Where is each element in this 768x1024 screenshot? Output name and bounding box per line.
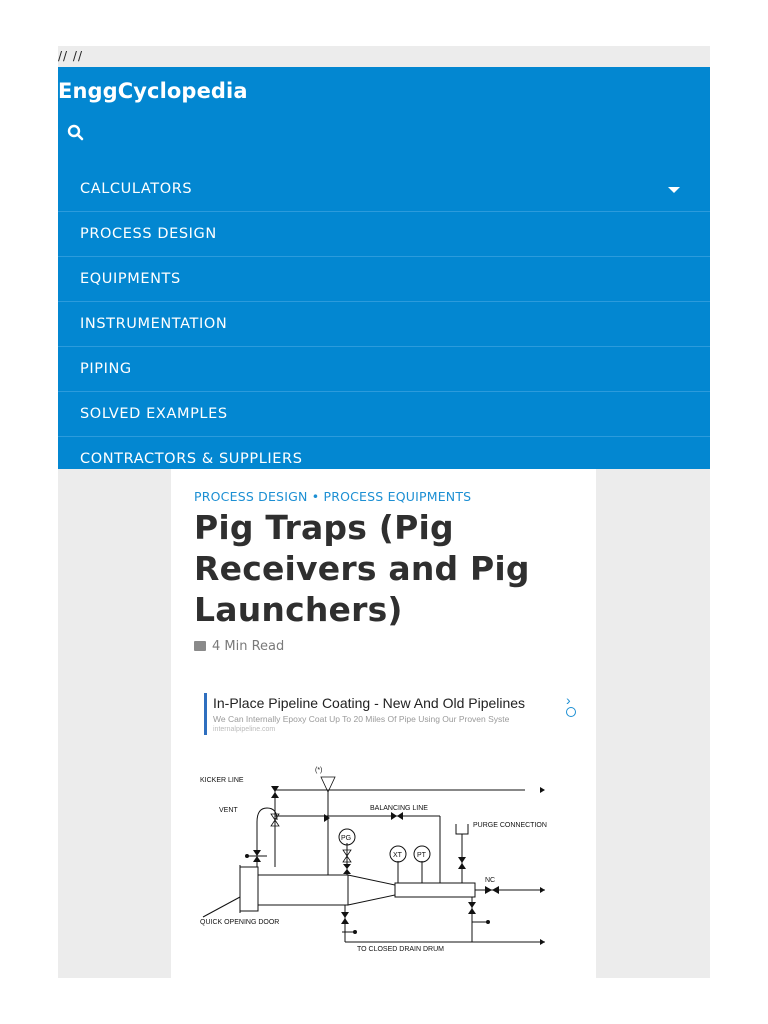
diagram-label-pg: PG [341, 835, 352, 842]
menu-item-label: CONTRACTORS & SUPPLIERS [80, 451, 303, 467]
menu-item-process-design[interactable] [58, 212, 710, 257]
site-brand[interactable]: EnggCyclopedia [58, 79, 248, 103]
article-title: Pig Traps (Pig Receivers and Pig Launchers) [194, 508, 530, 629]
dropdown-caret-icon[interactable] [668, 187, 680, 193]
article-categories [194, 489, 471, 504]
diagram-label-vent: VENT [219, 807, 238, 814]
menu-item-label: EQUIPMENTS [80, 271, 181, 287]
diagram-label-balancing: BALANCING LINE [370, 805, 428, 812]
category-separator: • [311, 489, 320, 504]
ad-info-icon[interactable] [566, 707, 576, 717]
ad-url: internalpipeline.com [213, 726, 276, 733]
diagram-label-nc: NC [485, 877, 496, 884]
ad-banner[interactable] [204, 693, 577, 735]
book-icon [194, 641, 206, 651]
category-link-process-design[interactable]: PROCESS DESIGN [194, 489, 308, 504]
menu-list [58, 175, 710, 482]
menu-item-solved-examples[interactable] [58, 392, 710, 437]
menu-item-equipments[interactable] [58, 257, 710, 302]
diagram-label-star: (*) [315, 767, 323, 774]
diagram-label-purge: PURGE CONNECTION [473, 822, 547, 829]
read-time-label: 4 Min Read [212, 639, 285, 654]
menu-item-label: PIPING [80, 361, 132, 377]
diagram-label-kicker: KICKER LINE [200, 777, 244, 784]
main-navigation [58, 67, 710, 469]
diagram-label-door: QUICK OPENING DOOR [200, 919, 280, 926]
diagram-label-pt: PT [417, 852, 426, 859]
diagram-label-drain: TO CLOSED DRAIN DRUM [357, 946, 444, 952]
ad-headline[interactable]: In-Place Pipeline Coating - New And Old Pipelines [213, 695, 526, 711]
menu-item-label: CALCULATORS [80, 181, 193, 197]
category-link-process-equipments[interactable]: PROCESS EQUIPMENTS [323, 489, 472, 504]
menu-item-piping[interactable] [58, 347, 710, 392]
ad-arrow-icon[interactable]: › [566, 692, 571, 708]
menu-item-label: INSTRUMENTATION [80, 316, 228, 332]
article-card [171, 469, 596, 978]
read-time [194, 639, 284, 654]
ad-subtext: We Can Internally Epoxy Coat Up To 20 Miles Of Pipe Using Our Proven Syste [213, 714, 510, 724]
search-icon[interactable] [66, 123, 86, 143]
menu-item-label: SOLVED EXAMPLES [80, 406, 228, 422]
menu-item-label: PROCESS DESIGN [80, 226, 217, 242]
menu-item-calculators[interactable] [58, 167, 710, 212]
page-container [58, 46, 710, 978]
pig-trap-diagram [195, 752, 575, 952]
menu-item-instrumentation[interactable] [58, 302, 710, 347]
top-bar-text: // // [58, 49, 83, 63]
diagram-label-xt: XT [393, 852, 402, 859]
